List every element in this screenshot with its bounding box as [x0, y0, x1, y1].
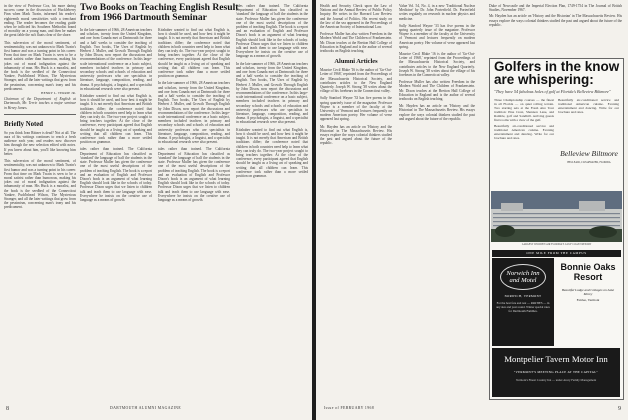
column-text: Kitzhaber wanted to find out what English is, how it should be used, and how best it might be taught. It is not merely that American and British traditions differ; the conference noted that children in both countries need help to learn what they can truly do. The two-year project sought to bring teachers together. At the close of the conference, every participant agreed that English should be taught as a living art of speaking and writing that all children can learn. This conference took rather than a more settled position on grammar.: [80, 94, 152, 145]
issue-footer: Issue of FEBRUARY 1968: [324, 406, 375, 410]
ad-headline: Golfers in the know are whispering:: [494, 59, 620, 87]
column-text: Health and Security Check upon the Law of Nations and the Annual Review of Public Policy Inquiry. He writes in the Harvard Law Review and the Journal of Politics. His recent study on the law of the sea appeared in the Proceedings of the American Society of International Law.: [320, 4, 392, 30]
bonnie-oaks-text: Beautiful Lodge and Cottages on Lake Morey: [561, 288, 615, 296]
column-text: Mr. Hayden has an article on 'History and the Historian' in The Massachusetts Review. His essays explore the ways colonial thinkers studied the past and argued about the future of the republic.: [399, 104, 475, 121]
divider: [4, 114, 76, 115]
montpelier-tagline: "VERMONT'S MEETING PLACE AT THE CAPITAL": [513, 370, 599, 374]
alumni-articles-heading: Alumni Articles: [334, 58, 378, 66]
tree: [589, 226, 617, 238]
ad-copy-text: Beautifully air-conditioned service and traditional American cuisine. Evening entertainment and dancing. Write for our brochure and rates.: [494, 124, 554, 140]
right-column-1: [320, 4, 392, 400]
bonnie-oaks-location: Fairlee, Vermont: [576, 298, 600, 302]
column-text: Maurice Cecil Blake '16 is the author of 'Go-Out-Letter of 1968,' reprinted from the Proceedings of the Massachusetts Historical Society, and contributes articles to the New England Quarterly. Joseph W. Strong '38 writes about the village of his forebears in the Connecticut valley.: [320, 68, 392, 94]
ad-copy-text: Beautifully air-conditioned service and traditional American cuisine. Evening entertainment and dancing. Write for our brochure and rates.: [558, 98, 619, 114]
left-page: [0, 0, 312, 420]
left-column-4: [236, 4, 308, 400]
bonnie-oaks-ad: [556, 258, 620, 346]
left-column-1: [4, 4, 76, 400]
right-page: [316, 0, 628, 420]
ad-copy-left: [494, 98, 554, 188]
montpelier-tavern-ad: [492, 348, 620, 397]
column-text: Professor Muller has also written Freedom in the Modern World and The Children of Frankenstein. Mr. Dixon teaches at the Bretton Hall College of Education in England and is the author of several textbooks on English teaching.: [320, 32, 392, 54]
column-text: Duke of Newcastle and the Imperial Election Plan, 1749-1754 in The Journal of British Studies, November 1967.: [489, 4, 622, 13]
column-text: In the late summer of 1966, 28 American teachers and scholars, twenty from the United Kingdom, and one from Canada met at Dartmouth for three and a half weeks to consider the teaching of English. Two books, The Uses of English by Herbert J. Muller, and Growth Through English by John Dixon, now report the discussions and recommendations of the conference. In this large-scale international conference on a basic subject, members included teachers in primary and secondary schools and schools of education and university professors who are specialists in literature, language, composition, reading, and drama. A psychologist, a linguist, and a specialist in educational research were also present.: [236, 61, 308, 125]
column-text: This subversion of the moral sentiment, of sentimentality, was not unknown to Mark Twain's first humor and was a turning point in his career. From that time on Mark Twain is seen to be a moral satirist rather than humorous, making his jokes out of moral indignation against the inhumanity of man. His Huck is a moralist, and the book is the seedbed of the Connecticut Yankee, Pudd'nhead Wilson, The Mysterious Stranger, and all the later writings that grow from the pessimism, concerning man's irony and his predicament.: [4, 159, 76, 210]
column-text: In the late summer of 1966, 28 American teachers and scholars, twenty from the United Kingdom, and one from Canada met at Dartmouth for three and a half weeks to consider the teaching of English. Two books, The Uses of English by Herbert J. Muller, and Growth Through English by John Dixon, now report the discussions and recommendations of the conference. In this large-scale international conference on a basic subject, members included teachers in primary and secondary schools and schools of education and university professors who are specialists in literature, language, composition, reading, and drama. A psychologist, a linguist, and a specialist in educational research were also present.: [158, 81, 230, 145]
montpelier-name: Montpelier Tavern Motor Inn: [504, 354, 608, 364]
page-number: 9: [618, 406, 621, 412]
norwich-inn-name: Norwich Inn and Motel: [500, 264, 546, 290]
column-text: In the late summer of 1966, 28 American teachers and scholars, twenty from the United Kingdom, and one from Canada met at Dartmouth for three and a half weeks to consider the teaching of English. Two books, The Uses of English by Herbert J. Muller, and Growth Through English by John Dixon, now report the discussions and recommendations of the conference. In this large-scale international conference on a basic subject, members included teachers in primary and secondary schools and schools of education and university professors who are specialists in literature, language, composition, reading, and drama. A psychologist, a linguist, and a specialist in educational research were also present.: [80, 28, 152, 91]
column-text: So you think Ivan Rittner is dead? Not at all. The aura of his writings continues to reach a fresh audience each year, and readers now discover him through the new selection edited with notes. If you knew about him, you'll like knowing him better.: [4, 130, 76, 156]
article-heading: Two Books on Teaching English Result from 1966 Dartmouth Seminar: [80, 2, 239, 23]
emblem-location: BELLEAIR, CLEARWATER, FLORIDA: [567, 161, 611, 164]
column-text: Sully Stanford Wayne '33 has five poems in the spring quarterly issue of the magazine. Professor Wayne is a member of the faculty at the University of Vermont and lectures frequently on modern American poetry. Her volume of verse appeared last spring.: [320, 96, 392, 122]
resort-photo: [491, 191, 622, 242]
photo-caption: LARGEST WOODEN AIR FLORIDA'S GULF COAST RESORT: [521, 243, 592, 246]
hotel-emblem: [560, 147, 618, 179]
column-text: Kitzhaber wanted to find out what English is, how it should be used, and how best it might be taught. It is not merely that American and British traditions differ; the conference noted that children in both countries need help to learn what they can truly do. The two-year project sought to bring teachers together. At the close of the conference, every participant agreed that English should be taught as a living art of speaking and writing that all children can learn. This conference took rather than a more settled position on grammar.: [236, 127, 308, 178]
author-signature: HENRY L. TERRIE JR.: [41, 91, 76, 96]
ad-strip: ONE MILE FROM THE CAMPUS: [492, 250, 621, 257]
column-text: in the view of Professor Cox, his more daring success came in the discussion of Huckleberry Finn when Mark Twain, informed his reader's eighteenth moral sensitivities with a trenchant ending. The reader becomes the reading guide when he inflicted his Southern Methodist brand of morality on a young man, and then he makes the great fable the raft floats clear of the shore.: [4, 4, 76, 38]
column-text: Sully Stanford Wayne '33 has five poems in the spring quarterly issue of the magazine. Professor Wayne is a member of the faculty at the University of Vermont and lectures frequently on modern American poetry. Her volume of verse appeared last spring.: [399, 23, 475, 49]
ad-copy-right: [558, 98, 619, 144]
bonnie-oaks-name: Bonnie Oaks Resort: [560, 262, 616, 282]
norwich-inn-location: NORWICH, VERMONT: [504, 294, 542, 298]
norwich-inn-text: For the best fare and rest — PARTIES — in any size and year round. Winter special rates for Dartmouth Families.: [496, 301, 550, 313]
page-number: 8: [6, 406, 9, 412]
ad-copy-text: Three Championship courses — the finest in all Florida — on quiet rolling terrain. Two starting sets at the Fresh Aire Tour tradition: Pine Crest, Shannon Lane, and Ramble, golf and Sandhill. Arriving guests find rooms with a view of the gulf.: [494, 98, 554, 122]
hotel-wing: [579, 201, 605, 211]
ad-tagline: "They have 54 fabulous holes of golf at Florida's Belleview Biltmore": [494, 89, 611, 94]
norwich-inn-ad: [492, 258, 554, 346]
column-text: Professor Muller has also written Freedom in the Modern World and The Children of Frankenstein. Mr. Dixon teaches at the Bretton Hall College of Education in England and is the author of several textbooks on English teaching.: [399, 80, 475, 102]
author-bio: Chairman of the Department of English at Dartmouth, Mr. Terrie teaches a major seminar in Henry James.: [4, 97, 76, 110]
left-column-2: [80, 28, 152, 400]
column-text: Mr. Hayden has an article on 'History and the Historian' in The Massachusetts Review. His essays explore the ways colonial thinkers studied the past and argued about the future of the republic.: [489, 14, 622, 27]
magazine-footer: DARTMOUTH ALUMNI MAGAZINE: [110, 406, 182, 410]
column-text: Kitzhaber wanted to find out what English is, how it should be used, and how best it might be taught. It is not merely that American and British traditions differ; the conference noted that children in both countries need help to learn what they can truly do. The two-year project sought to bring teachers together. At the close of the conference, every participant agreed that English should be taught as a living art of speaking and writing that all children can learn. This conference took rather than a more settled position on grammar.: [158, 28, 230, 79]
tree: [495, 225, 515, 237]
montpelier-subtext: Vermont's Finest Country Inn — under Avery Family Management: [515, 378, 597, 382]
hotel-wing: [501, 203, 523, 211]
briefly-noted-heading: Briefly Noted: [4, 120, 44, 128]
column-text: Maurice Cecil Blake '16 is the author of 'Go-Out-Letter of 1968,' reprinted from the Proceedings of the Massachusetts Historical Society, and contributes articles to the New England Quarterly. Joseph W. Strong '38 writes about the village of his forebears in the Connecticut valley.: [399, 52, 475, 78]
column-text: Mr. Hayden has an article on 'History and the Historian' in The Massachusetts Review. His essays explore the ways colonial thinkers studied the past and argued about the future of the republic.: [320, 124, 392, 146]
right-column-2: [399, 4, 475, 400]
column-text: tales rather than trained. The California Department of Education has classified as 'standard' the language of half the students in the state. Professor Muller has given the conference one of the most useful descriptions of the problem of teaching English. The book is a report and an evaluation of English and Professor Dixon's book is an argument of what learning English should look like in the schools of today. Professor Dixon urges that we listen to children talk and teach them to use language with ease. Everywhere he insists on the creative use of language as a means of growth.: [80, 147, 152, 202]
emblem-script: Belleview Biltmore: [560, 149, 618, 158]
column-text: tales rather than trained. The California Department of Education has classified as 'standard' the language of half the students in the state. Professor Muller has given the conference one of the most useful descriptions of the problem of teaching English. The book is a report and an evaluation of English and Professor Dixon's book is an argument of what learning English should look like in the schools of today. Professor Dixon urges that we listen to children talk and teach them to use language with ease. Everywhere he insists on the creative use of language as a means of growth.: [236, 4, 308, 59]
column-text: Value Vol. 54, No. 4, in a new 'Traditional Nuclear Medicine' by Dr. John Porterfield. Dr. Porterfield writes regularly on research in nuclear physics and medicine.: [399, 4, 475, 21]
right-column-3: [489, 4, 622, 54]
left-column-3: [158, 28, 230, 400]
column-text: This subversion of the moral sentiment, of sentimentality, was not unknown to Mark Twain's first humor and was a turning point in his career. From that time on Mark Twain is seen to be a moral satirist rather than humorous, making his jokes out of moral indignation against the inhumanity of man. His Huck is a moralist, and the book is the seedbed of the Connecticut Yankee, Pudd'nhead Wilson, The Mysterious Stranger, and all the later writings that grow from the pessimism, concerning man's irony and his predicament.: [4, 40, 76, 91]
golf-resort-advertisement: [489, 58, 624, 400]
column-text: tales rather than trained. The California Department of Education has classified as 'standard' the language of half the students in the state. Professor Muller has given the conference one of the most useful descriptions of the problem of teaching English. The book is a report and an evaluation of English and Professor Dixon's book is an argument of what learning English should look like in the schools of today. Professor Dixon urges that we listen to children talk and teach them to use language with ease. Everywhere he insists on the creative use of language as a means of growth.: [158, 147, 230, 202]
